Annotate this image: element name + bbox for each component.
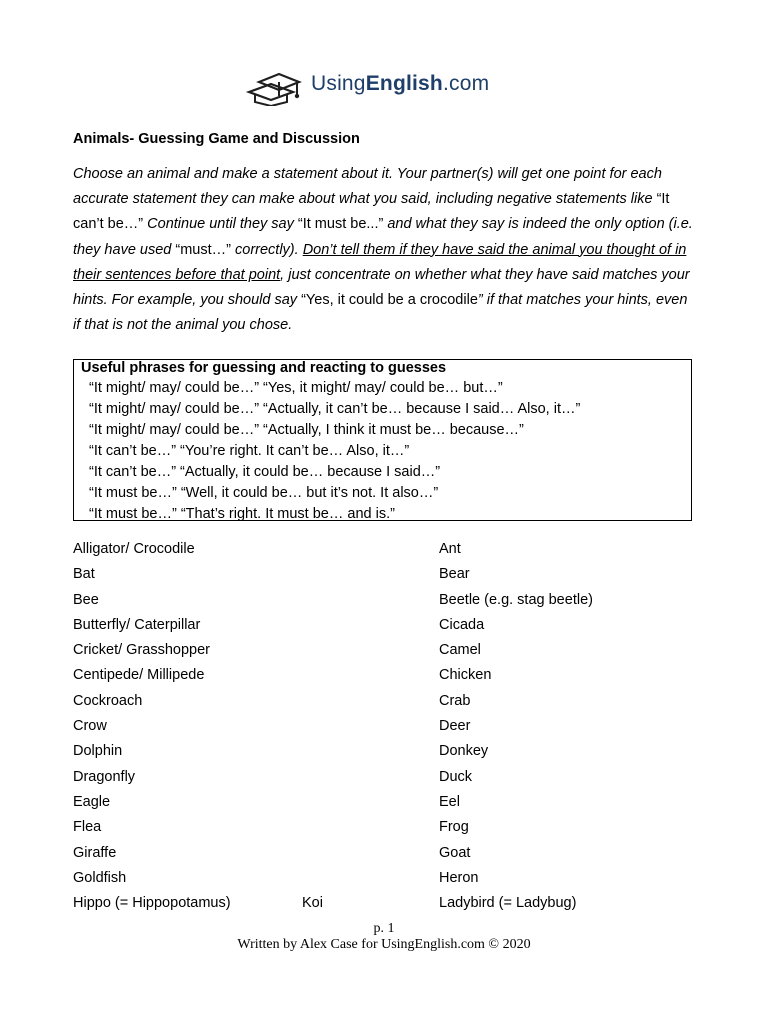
animal-name: Bee (73, 591, 99, 608)
animal-name: Ladybird (= Ladybug) (439, 895, 577, 912)
site-name-using: Using (311, 72, 366, 95)
site-name-domain: .com (442, 72, 490, 95)
worksheet-title: Animals- Guessing Game and Discussion (73, 131, 360, 147)
animal-name: Eel (439, 793, 460, 810)
animal-name: Centipede/ Millipede (73, 667, 205, 684)
animal-row (73, 638, 693, 663)
animal-row (73, 714, 693, 739)
animal-name: Camel (439, 642, 481, 659)
useful-phrases-title: Useful phrases for guessing and reacting to guesses (81, 360, 447, 376)
instructions-text-1: Choose an animal and make a statement about it. Your partner(s) will get one point for each accurate statement they can make about what you said, including negative statements like (73, 166, 662, 208)
phrase-item: “It can’t be…” “Actually, it could be… because I said…” (89, 464, 441, 480)
phrase-item: “It might/ may/ could be…” “Yes, it might/ may/ could be… but…” (89, 380, 503, 396)
animal-row (73, 537, 693, 562)
animal-name: Hippo (= Hippopotamus) (73, 895, 231, 912)
animal-name: Giraffe (73, 844, 117, 861)
animal-name: Bear (439, 566, 470, 583)
site-logo (245, 70, 535, 108)
animal-row (73, 841, 693, 866)
graduation-cap-on-book-icon (245, 70, 305, 106)
instructions-text-6: ” if that matches your hints, even if that is not the animal you chose. (73, 292, 688, 334)
animal-row (73, 739, 693, 764)
animal-name: Goat (439, 844, 471, 861)
animal-name: Frog (439, 819, 469, 836)
animal-row (73, 866, 693, 891)
animal-name: Chicken (439, 667, 492, 684)
animal-name: Alligator/ Crocodile (73, 541, 195, 557)
animal-row (73, 663, 693, 688)
animal-name: Crow (73, 718, 107, 735)
phrase-item: “It might/ may/ could be…” “Actually, I think it must be… because…” (89, 422, 524, 438)
animal-name: Duck (439, 768, 473, 785)
site-name-english: English (365, 72, 443, 95)
animal-list (73, 537, 693, 916)
instructions-text-2: Continue until they say (143, 216, 298, 233)
animal-name: Deer (439, 718, 471, 735)
instructions-text-4: correctly). (230, 241, 303, 258)
phrase-item: “It must be…” “Well, it could be… but it’s not. It also…” (89, 485, 439, 501)
instructions-quote-cant-be: “It can’t be…” (73, 191, 670, 233)
phrase-item: “It can’t be…” “You’re right. It can’t be… Also, it…” (89, 443, 410, 459)
animal-name: Goldfish (73, 869, 127, 886)
animal-row (73, 790, 693, 815)
animal-name: Ant (439, 541, 461, 557)
animal-name: Eagle (73, 793, 111, 810)
useful-phrases-list (89, 378, 580, 525)
animal-name: Beetle (e.g. stag beetle) (439, 591, 593, 608)
instructions-underlined-rule: Don’t tell them if they have said the animal you thought of in their sentences before that point (73, 241, 687, 283)
animal-row (73, 765, 693, 790)
animal-row (73, 613, 693, 638)
page-number: p. 1 (373, 921, 395, 936)
animal-name: Butterfly/ Caterpillar (73, 616, 201, 633)
instructions-text-3: and what they say is indeed the only option (i.e. they have used (73, 216, 693, 258)
useful-phrases-box (73, 359, 692, 521)
animal-name: Dragonfly (73, 768, 136, 785)
animal-name: Bat (73, 566, 95, 583)
animal-name: Dolphin (73, 743, 123, 760)
animal-name: Cricket/ Grasshopper (73, 642, 210, 659)
animal-name: Cicada (439, 616, 485, 633)
site-name (311, 72, 489, 96)
animal-row (73, 562, 693, 587)
instructions-quote-must-be: “It must be...” (297, 216, 384, 233)
phrase-item: “It might/ may/ could be…” “Actually, it can’t be… because I said… Also, it…” (89, 401, 581, 417)
animal-name: Crab (439, 692, 471, 709)
animal-name: Cockroach (73, 692, 143, 709)
instructions-quote-must: “must…” (175, 241, 231, 258)
phrase-item: “It must be…” “That’s right. It must be… and is.” (89, 506, 395, 522)
copyright-credit: Written by Alex Case for UsingEnglish.com © 2020 (237, 937, 531, 952)
animal-row (73, 588, 693, 613)
instructions-paragraph (73, 162, 695, 338)
animal-name: Donkey (439, 743, 489, 760)
animal-row (73, 689, 693, 714)
animal-name: Koi (302, 895, 323, 912)
animal-row (73, 815, 693, 840)
animal-row (73, 891, 693, 916)
animal-name: Heron (439, 869, 479, 886)
animal-name: Flea (73, 819, 102, 836)
instructions-text-5: , just concentrate on whether what they have said matches your hints. For example, you should say (73, 266, 690, 309)
instructions-quote-example: “Yes, it could be a crocodile (301, 292, 478, 309)
